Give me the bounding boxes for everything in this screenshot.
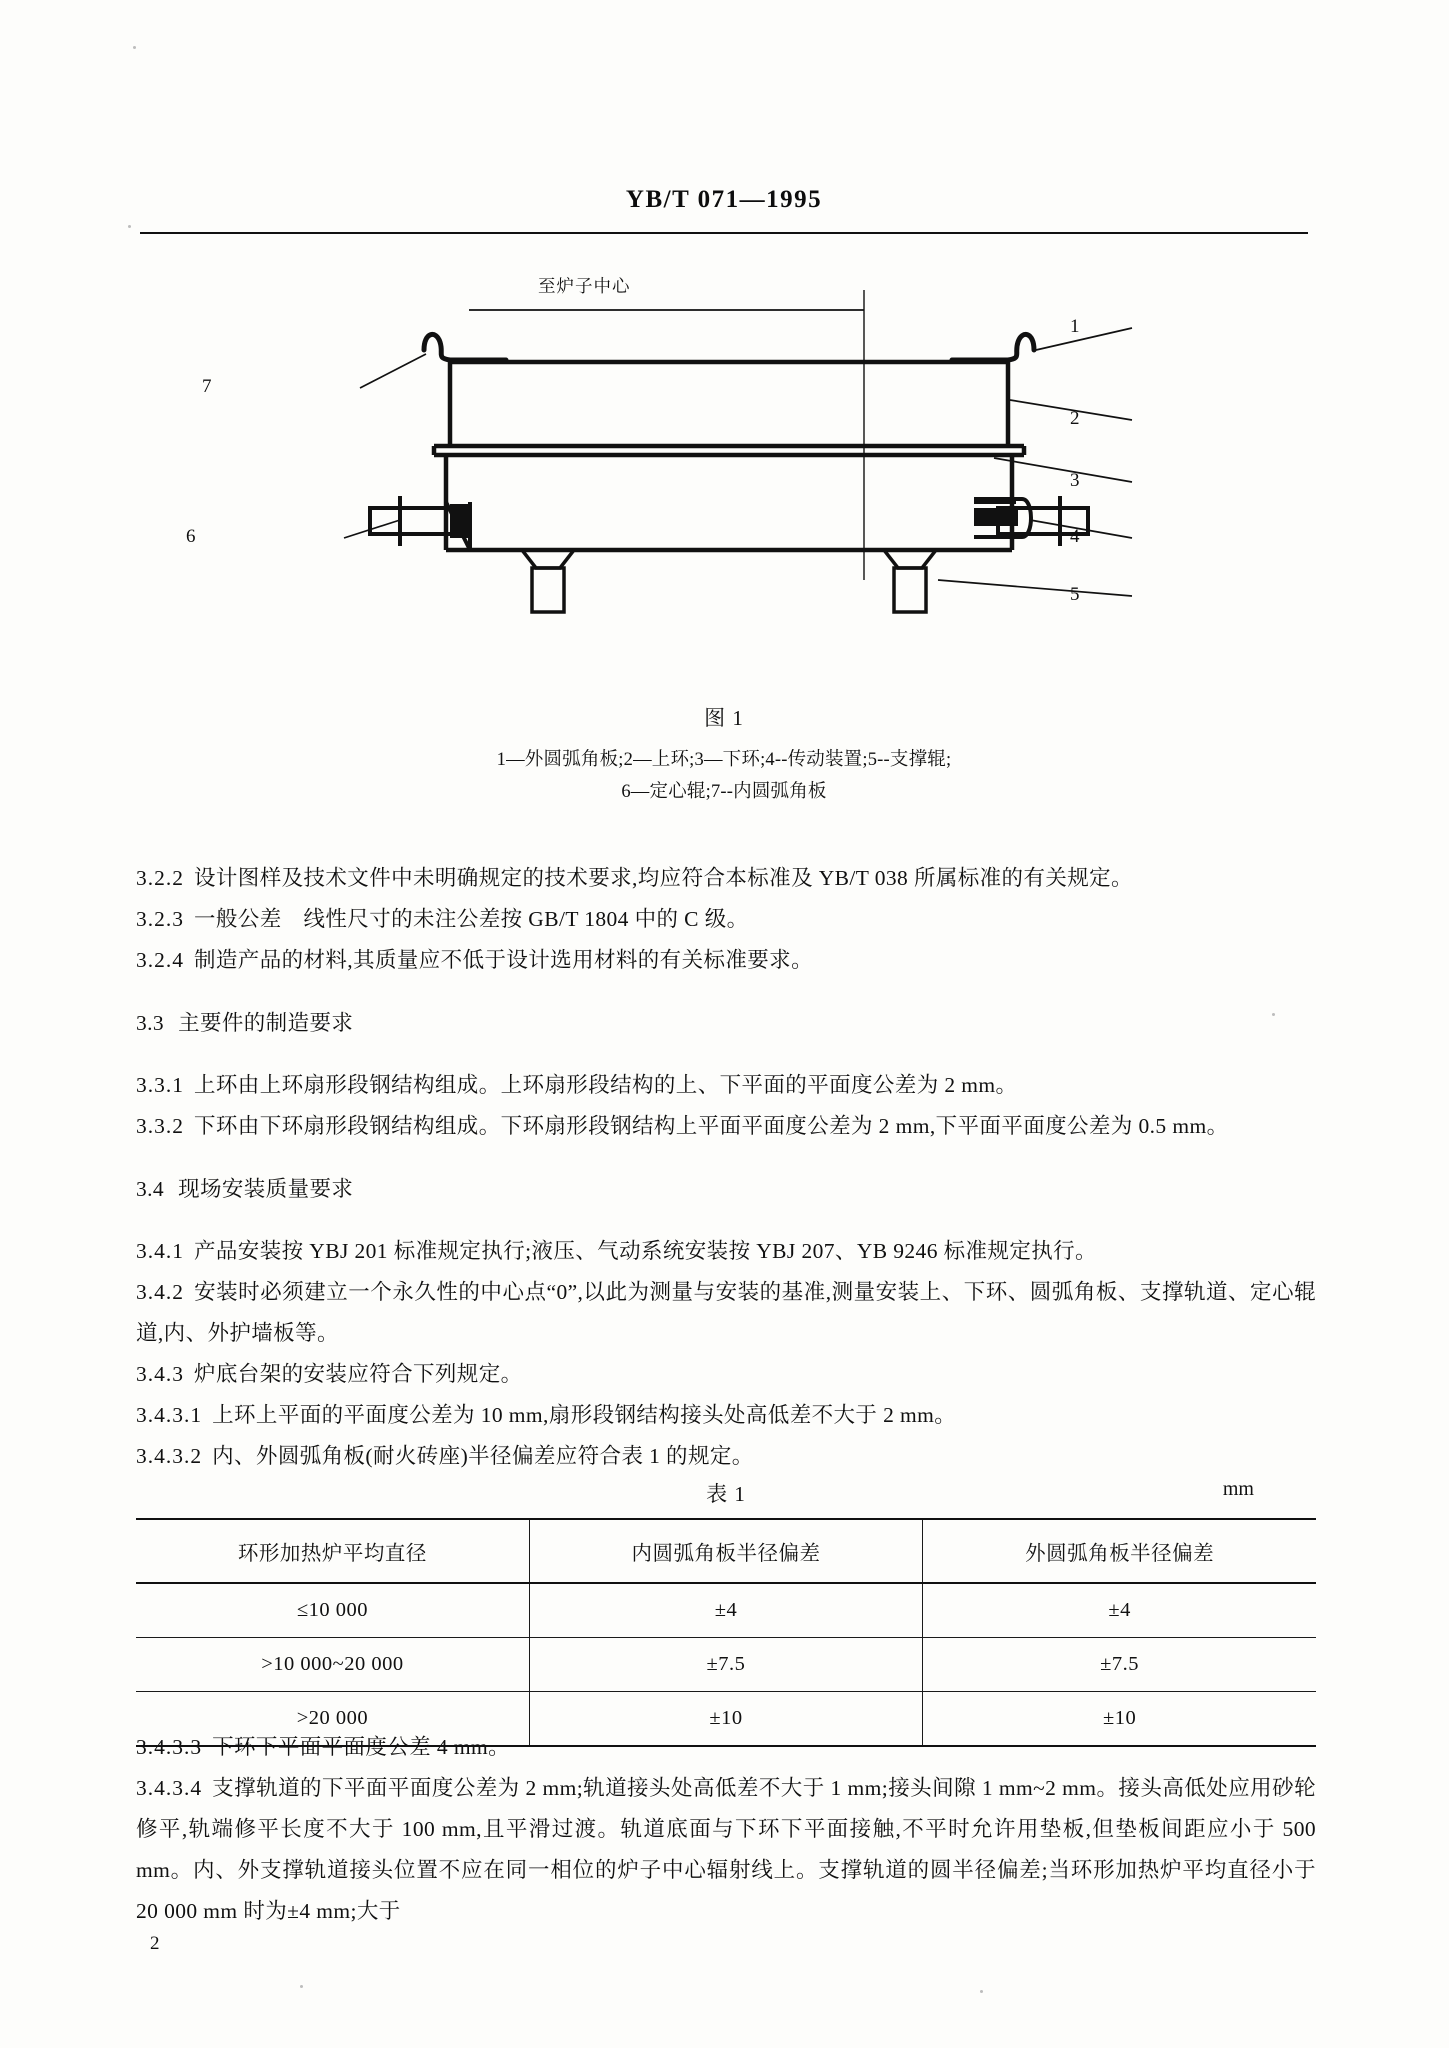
standard-code: YB/T 071—1995 bbox=[625, 186, 823, 213]
scan-speckle bbox=[133, 46, 136, 49]
clause-text: 上环上平面的平面度公差为 10 mm,扇形段钢结构接头处高低差不大于 2 mm。 bbox=[212, 1403, 957, 1427]
figure-callout-3: 3 bbox=[1070, 470, 1080, 491]
clause-3-2-2 bbox=[136, 858, 1316, 899]
table-row bbox=[136, 1638, 1316, 1692]
table-unit-label: mm bbox=[1222, 1478, 1254, 1500]
table-body bbox=[136, 1583, 1316, 1746]
clause-number: 3.4.1 bbox=[136, 1239, 184, 1263]
table-header-row bbox=[136, 1519, 1316, 1583]
section-heading-3-4 bbox=[136, 1169, 1316, 1210]
clause-3-4-2 bbox=[136, 1272, 1316, 1354]
clause-3-4-1 bbox=[136, 1231, 1316, 1272]
clause-number: 3.4.3.3 bbox=[136, 1735, 203, 1759]
figure-callout-5: 5 bbox=[1070, 584, 1080, 605]
clause-number: 3.2.4 bbox=[136, 948, 184, 972]
table-cell: ±7.5 bbox=[923, 1638, 1316, 1692]
clause-text: 制造产品的材料,其质量应不低于设计选用材料的有关标准要求。 bbox=[194, 948, 813, 972]
scan-speckle bbox=[1272, 1013, 1275, 1016]
figure-legend-line-1: 1—外圆弧角板;2—上环;3—下环;4--传动装置;5--支撑辊; bbox=[496, 750, 952, 770]
clause-number: 3.3.1 bbox=[136, 1073, 184, 1097]
clause-number: 3.4.3.1 bbox=[136, 1403, 203, 1427]
clause-text: 一般公差 线性尺寸的未注公差按 GB/T 1804 中的 C 级。 bbox=[194, 907, 749, 931]
clause-3-3-2 bbox=[136, 1106, 1316, 1147]
table-caption-row bbox=[136, 1478, 1316, 1512]
radius-deviation-table bbox=[136, 1518, 1316, 1747]
table-1-block bbox=[136, 1478, 1316, 1747]
figure-center-label: 至炉子中心 bbox=[538, 276, 631, 296]
scan-speckle bbox=[300, 1985, 303, 1988]
clause-number: 3.4.2 bbox=[136, 1280, 184, 1304]
header-divider bbox=[140, 232, 1308, 234]
table-header-cell: 内圆弧角板半径偏差 bbox=[529, 1519, 922, 1583]
section-heading-3-3 bbox=[136, 1003, 1316, 1044]
table-header-cell: 外圆弧角板半径偏差 bbox=[923, 1519, 1316, 1583]
figure-callout-6: 6 bbox=[186, 526, 196, 547]
table-cell: ±10 bbox=[923, 1692, 1316, 1747]
clause-number: 3.4.3 bbox=[136, 1362, 184, 1386]
clause-3-4-3 bbox=[136, 1354, 1316, 1395]
clause-3-2-3 bbox=[136, 899, 1316, 940]
scan-speckle bbox=[980, 1990, 983, 1993]
table-caption: 表 1 bbox=[706, 1482, 746, 1506]
body-text bbox=[136, 858, 1316, 1477]
scan-speckle bbox=[128, 225, 131, 228]
figure-1-drawing bbox=[140, 250, 1308, 680]
clause-number: 3.3 bbox=[136, 1010, 165, 1035]
clause-text: 内、外圆弧角板(耐火砖座)半径偏差应符合表 1 的规定。 bbox=[212, 1444, 754, 1468]
clause-number: 3.4 bbox=[136, 1176, 165, 1201]
table-cell: ±4 bbox=[923, 1583, 1316, 1638]
table-head bbox=[136, 1519, 1316, 1583]
figure-legend-line-2: 6—定心辊;7--内圆弧角板 bbox=[621, 782, 827, 802]
figure-callout-7: 7 bbox=[202, 376, 212, 397]
clause-3-4-3-1 bbox=[136, 1395, 1316, 1436]
clause-text: 下环由下环扇形段钢结构组成。下环扇形段钢结构上平面平面度公差为 2 mm,下平面平面度公差为 0.5 mm。 bbox=[194, 1114, 1229, 1138]
table-header-cell: 环形加热炉平均直径 bbox=[136, 1519, 529, 1583]
table-cell: ±10 bbox=[529, 1692, 922, 1747]
clause-text: 主要件的制造要求 bbox=[178, 1010, 354, 1035]
table-cell: ≤10 000 bbox=[136, 1583, 529, 1638]
clause-3-3-1 bbox=[136, 1065, 1316, 1106]
clause-3-4-3-4 bbox=[136, 1768, 1316, 1932]
figure-callout-2: 2 bbox=[1070, 408, 1080, 429]
clause-text: 产品安装按 YBJ 201 标准规定执行;液压、气动系统安装按 YBJ 207、YB 9246 标准规定执行。 bbox=[194, 1239, 1097, 1263]
table-cell: ±7.5 bbox=[529, 1638, 922, 1692]
clause-number: 3.4.3.4 bbox=[136, 1776, 203, 1800]
clause-3-2-4 bbox=[136, 940, 1316, 981]
table-cell: >20 000 bbox=[136, 1692, 529, 1747]
table-cell: ±4 bbox=[529, 1583, 922, 1638]
page-number: 2 bbox=[150, 1933, 160, 1954]
body-text-continued bbox=[136, 1727, 1316, 1932]
clause-3-4-3-3 bbox=[136, 1727, 1316, 1768]
figure-caption: 图 1 bbox=[704, 706, 744, 730]
clause-text: 安装时必须建立一个永久性的中心点“0”,以此为测量与安装的基准,测量安装上、下环、圆弧角板、支撑轨道、定心辊道,内、外护墙板等。 bbox=[136, 1280, 1316, 1345]
figure-callout-4: 4 bbox=[1070, 526, 1080, 547]
clause-text: 上环由上环扇形段钢结构组成。上环扇形段结构的上、下平面的平面度公差为 2 mm。 bbox=[194, 1073, 1018, 1097]
clause-text: 炉底台架的安装应符合下列规定。 bbox=[194, 1362, 523, 1386]
clause-number: 3.4.3.2 bbox=[136, 1444, 203, 1468]
clause-text: 支撑轨道的下平面平面度公差为 2 mm;轨道接头处高低差不大于 1 mm;接头间隙 1 mm~2 mm。接头高低处应用砂轮修平,轨端修平长度不大于 100 mm,且平滑过渡。轨道底面与下环下平面接触,不平时允许用垫板,但垫板间距应小于 500 mm。内、外支撑轨道接头位置不应在同一相位的炉子中心辐射线上。支撑轨道的圆半径偏差;当环形加热炉平均直径小于 20 000 mm 时为±4 mm;大于 bbox=[136, 1776, 1316, 1923]
clause-text: 下环下平面平面度公差 4 mm。 bbox=[212, 1735, 510, 1759]
clause-text: 现场安装质量要求 bbox=[178, 1176, 354, 1201]
table-cell: >10 000~20 000 bbox=[136, 1638, 529, 1692]
clause-number: 3.2.3 bbox=[136, 907, 184, 931]
figure-callout-1: 1 bbox=[1070, 316, 1080, 337]
table-row bbox=[136, 1583, 1316, 1638]
clause-number: 3.2.2 bbox=[136, 866, 184, 890]
clause-number: 3.3.2 bbox=[136, 1114, 184, 1138]
clause-text: 设计图样及技术文件中未明确规定的技术要求,均应符合本标准及 YB/T 038 所属标准的有关规定。 bbox=[194, 866, 1133, 890]
page-header bbox=[140, 186, 1308, 214]
clause-3-4-3-2 bbox=[136, 1436, 1316, 1477]
furnace-hearth-section-svg bbox=[274, 250, 1174, 670]
